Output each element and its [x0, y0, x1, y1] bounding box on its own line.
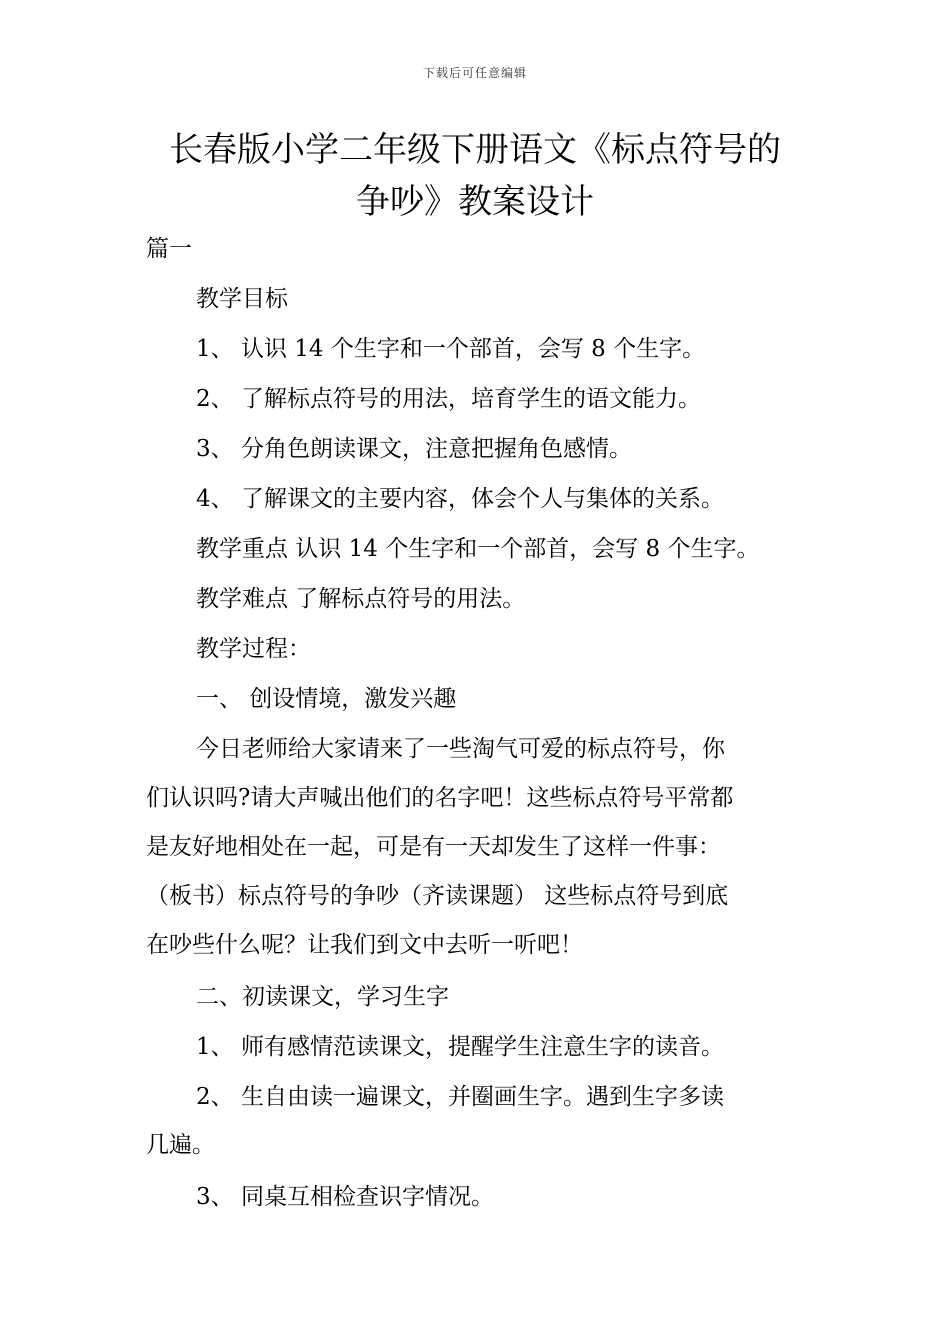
document-title [120, 124, 830, 228]
goal-item: 1、 认识 14 个生字和一个部首，会写 8 个生字。 [196, 336, 706, 362]
process-heading: 教学过程： [196, 636, 311, 662]
paragraph-line: 今日老师给大家请来了一些淘气可爱的标点符号，你 [196, 736, 725, 762]
step2-item: 几遍。 [146, 1132, 215, 1158]
title-line-1: 长春版小学二年级下册语文《标点符号的 [169, 130, 781, 170]
goals-heading: 教学目标 [196, 286, 288, 312]
difficulty: 教学难点 了解标点符号的用法。 [196, 586, 526, 612]
key-point: 教学重点 认识 14 个生字和一个部首，会写 8 个生字。 [196, 536, 760, 562]
title-line-2: 争吵》教案设计 [356, 182, 594, 222]
step1-heading: 一、 创设情境，激发兴趣 [196, 686, 457, 712]
paragraph-line: 在吵些什么呢？让我们到文中去听一听吧！ [146, 932, 583, 958]
paragraph-line: 是友好地相处在一起，可是有一天却发生了这样一件事： [146, 834, 721, 860]
goal-item: 3、 分角色朗读课文，注意把握角色感情。 [196, 436, 632, 462]
header-note: 下载后可任意编辑 [422, 66, 527, 80]
step2-heading: 二、初读课文，学习生字 [196, 984, 449, 1010]
paragraph-line: 们认识吗?请大声喊出他们的名字吧！这些标点符号平常都 [146, 785, 734, 811]
goal-item: 2、 了解标点符号的用法，培育学生的语文能力。 [196, 386, 701, 412]
step2-item: 1、 师有感情范读课文，提醒学生注意生字的读音。 [196, 1034, 724, 1060]
section-label: 篇一 [146, 236, 192, 262]
step2-item: 2、 生自由读一遍课文，并圈画生字。遇到生字多读 [196, 1084, 724, 1110]
paragraph-line: （板书）标点符号的争吵（齐读课题） 这些标点符号到底 [146, 883, 729, 909]
step2-item: 3、 同桌互相检查识字情况。 [196, 1184, 494, 1210]
goal-item: 4、 了解课文的主要内容，体会个人与集体的关系。 [196, 486, 724, 512]
